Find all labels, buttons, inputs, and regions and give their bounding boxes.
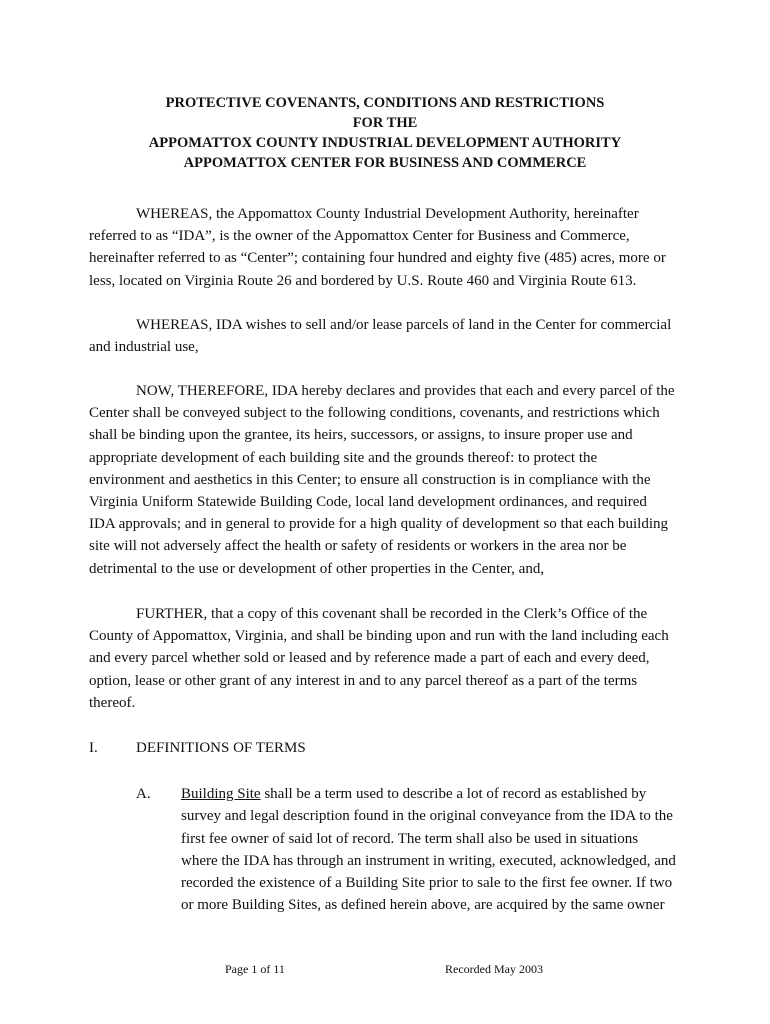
text-line: less, located on Virginia Route 26 and bordered by U.S. Route 460 and Virginia Route 613. <box>89 272 637 289</box>
text-line: where the IDA has through an instrument in writing, executed, acknowledged, and <box>181 852 676 869</box>
further-paragraph <box>89 603 689 714</box>
item-body <box>181 783 681 917</box>
whereas-paragraph-1 <box>89 203 689 292</box>
text-line: option, lease or other grant of any interest in and to any parcel thereof as a part of the terms <box>89 672 638 689</box>
text-line: environment and aesthetics in this Center; to ensure all construction is in compliance with the <box>89 471 651 488</box>
text-line: thereof. <box>89 694 136 711</box>
text-line: recorded the existence of a Building Site prior to sale to the first fee owner. If two <box>181 875 673 892</box>
text-line: hereinafter referred to as “Center”; containing four hundred and eighty five (485) acres, more or <box>89 250 666 267</box>
text-line: NOW, THEREFORE, IDA hereby declares and provides that each and every parcel of the <box>136 383 675 399</box>
defined-term: Building Site <box>181 786 261 802</box>
text-line: and every parcel whether sold or leased and by reference made a part of each and every deed, <box>89 650 650 667</box>
recorded-date: Recorded May 2003 <box>445 962 543 976</box>
title-line: FOR THE <box>352 115 418 131</box>
term-definition-start: shall be a term used to describe a lot of record as established by <box>260 786 647 802</box>
text-line: survey and legal description found in the original conveyance from the IDA to the <box>181 808 673 825</box>
text-line: IDA approvals; and in general to provide for a high quality of development so that each building <box>89 516 669 533</box>
text-line: County of Appomattox, Virginia, and shall be binding upon and run with the land including each <box>89 628 669 645</box>
text-line: detrimental to the use or development of other properties in the Center, and, <box>89 560 545 577</box>
text-line <box>181 783 681 805</box>
title-line: APPOMATTOX COUNTY INDUSTRIAL DEVELOPMENT AUTHORITY <box>148 135 622 151</box>
text-line: FURTHER, that a copy of this covenant shall be recorded in the Clerk’s Office of the <box>136 606 648 622</box>
page-number: Page 1 of 11 <box>225 962 285 976</box>
text-line: or more Building Sites, as defined herein above, are acquired by the same owner <box>181 897 665 914</box>
section-number: I. <box>89 740 98 756</box>
title-line: PROTECTIVE COVENANTS, CONDITIONS AND RESTRICTIONS <box>165 95 605 111</box>
text-line: WHEREAS, the Appomattox County Industrial Development Authority, hereinafter <box>136 206 639 222</box>
document-title <box>90 93 680 173</box>
therefore-paragraph <box>89 380 689 580</box>
title-line: APPOMATTOX CENTER FOR BUSINESS AND COMMERCE <box>183 155 587 171</box>
text-line: WHEREAS, IDA wishes to sell and/or lease parcels of land in the Center for commercial <box>136 317 672 333</box>
text-line: shall be binding upon the grantee, its heirs, successors, or assigns, to insure proper use and <box>89 427 633 444</box>
section-title: DEFINITIONS OF TERMS <box>136 740 306 756</box>
item-letter: A. <box>136 786 151 802</box>
text-line: referred to as “IDA”, is the owner of the Appomattox Center for Business and Commerce, <box>89 228 630 245</box>
text-line: first fee owner of said lot of record. The term shall also be used in situations <box>181 830 639 847</box>
text-line: site will not adversely affect the health or safety of residents or workers in the area nor be <box>89 538 627 555</box>
text-line: Virginia Uniform Statewide Building Code, local land development ordinances, and required <box>89 494 647 511</box>
text-line: appropriate development of each building site and the grounds thereof: to protect the <box>89 449 598 466</box>
text-line: Center shall be conveyed subject to the following conditions, covenants, and restrictions which <box>89 405 660 422</box>
whereas-paragraph-2 <box>89 314 689 358</box>
text-line: and industrial use, <box>89 339 199 356</box>
